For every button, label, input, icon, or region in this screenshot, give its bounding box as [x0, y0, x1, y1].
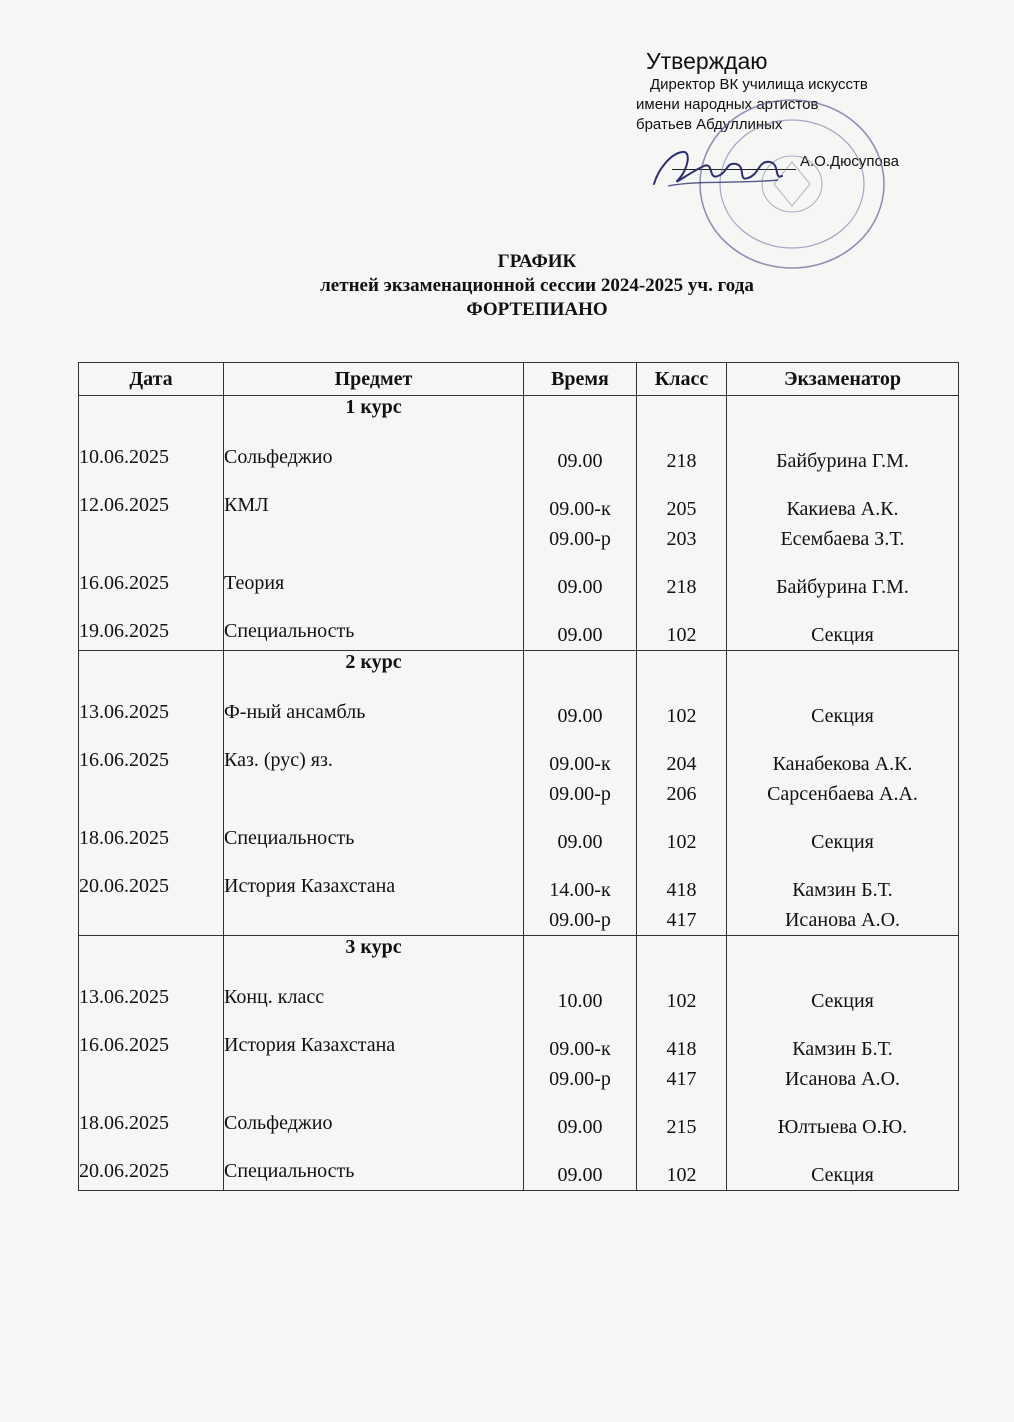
exam-time-cell — [524, 554, 637, 602]
approval-institution-name: братьев Абдуллиных — [636, 116, 783, 133]
exam-examiner-cell — [727, 1094, 959, 1142]
exam-room: 205 — [666, 498, 697, 520]
exam-time: 09.00-к — [549, 498, 611, 520]
exam-room-cell — [637, 964, 727, 1016]
exam-room: 218 — [666, 450, 697, 472]
course-label-date-cell — [79, 651, 224, 680]
column-header-room: Класс — [637, 363, 727, 396]
exam-subject: История Казахстана — [224, 857, 524, 936]
exam-time: 09.00-р — [549, 1068, 611, 1090]
exam-room-cell — [637, 554, 727, 602]
exam-examiner: Секция — [811, 990, 874, 1012]
exam-room-cell — [637, 476, 727, 554]
course-label: 2 курс — [224, 651, 524, 680]
exam-schedule-table — [78, 362, 959, 1191]
exam-examiner-cell — [727, 1016, 959, 1094]
table-row — [79, 679, 959, 731]
exam-examiner: Камзин Б.Т. — [792, 1038, 893, 1060]
exam-room: 102 — [666, 1164, 697, 1186]
exam-room: 102 — [666, 624, 697, 646]
exam-time-cell — [524, 476, 637, 554]
director-name: А.О.Дюсупова — [800, 153, 900, 170]
exam-subject: Специальность — [224, 602, 524, 651]
exam-date: 18.06.2025 — [79, 1094, 224, 1142]
title-department: ФОРТЕПИАНО — [466, 299, 608, 320]
exam-date: 18.06.2025 — [79, 809, 224, 857]
table-row — [79, 476, 959, 554]
exam-examiner-cell — [727, 679, 959, 731]
document-title — [0, 250, 1014, 322]
exam-room: 204 — [666, 753, 697, 775]
course-label: 3 курс — [224, 936, 524, 965]
exam-subject: Ф-ный ансамбль — [224, 679, 524, 731]
table-row — [79, 1016, 959, 1094]
exam-room-cell — [637, 1016, 727, 1094]
exam-date: 16.06.2025 — [79, 731, 224, 809]
exam-room: 203 — [666, 528, 697, 550]
course-label-row — [79, 651, 959, 680]
course-label-empty-cell — [637, 936, 727, 965]
table-row — [79, 1094, 959, 1142]
exam-subject: Специальность — [224, 809, 524, 857]
exam-time-cell — [524, 1016, 637, 1094]
exam-date: 20.06.2025 — [79, 1142, 224, 1191]
course-label-empty-cell — [524, 936, 637, 965]
exam-examiner-cell — [727, 602, 959, 651]
exam-room: 102 — [666, 990, 697, 1012]
exam-time-cell — [524, 857, 637, 936]
exam-examiner: Есембаева З.Т. — [780, 528, 905, 550]
course-label-row — [79, 936, 959, 965]
column-header-subject: Предмет — [224, 363, 524, 396]
exam-examiner-cell — [727, 476, 959, 554]
course-label-empty-cell — [727, 396, 959, 425]
exam-time-cell — [524, 964, 637, 1016]
exam-time: 09.00-р — [549, 528, 611, 550]
exam-examiner: Байбурина Г.М. — [776, 576, 909, 598]
exam-room: 418 — [666, 1038, 697, 1060]
column-header-examiner: Экзаменатор — [727, 363, 959, 396]
table-row — [79, 731, 959, 809]
exam-examiner-cell — [727, 857, 959, 936]
course-label-date-cell — [79, 396, 224, 425]
exam-time: 09.00 — [557, 576, 603, 598]
exam-time: 09.00-р — [549, 783, 611, 805]
exam-time: 09.00 — [557, 624, 603, 646]
exam-time-cell — [524, 602, 637, 651]
exam-room-cell — [637, 1094, 727, 1142]
exam-room: 218 — [666, 576, 697, 598]
exam-subject: КМЛ — [224, 476, 524, 554]
exam-time-cell — [524, 731, 637, 809]
table-row — [79, 1142, 959, 1191]
exam-date: 12.06.2025 — [79, 476, 224, 554]
course-label-date-cell — [79, 936, 224, 965]
exam-time: 09.00 — [557, 1164, 603, 1186]
exam-date: 13.06.2025 — [79, 964, 224, 1016]
column-header-date: Дата — [79, 363, 224, 396]
exam-examiner: Исанова А.О. — [784, 1068, 901, 1090]
course-label-empty-cell — [727, 651, 959, 680]
exam-time: 09.00-к — [549, 1038, 611, 1060]
exam-room: 102 — [666, 831, 697, 853]
exam-room-cell — [637, 602, 727, 651]
course-label-empty-cell — [637, 651, 727, 680]
exam-subject: История Казахстана — [224, 1016, 524, 1094]
director-signature — [648, 140, 788, 196]
exam-room-cell — [637, 424, 727, 476]
course-label: 1 курс — [224, 396, 524, 425]
title-subtitle: летней экзаменационной сессии 2024-2025 уч. года — [320, 275, 754, 296]
exam-time: 09.00 — [557, 705, 603, 727]
exam-subject: Конц. класс — [224, 964, 524, 1016]
exam-examiner: Сарсенбаева А.А. — [767, 783, 918, 805]
exam-time: 09.00-р — [549, 909, 611, 931]
table-row — [79, 857, 959, 936]
exam-time: 09.00 — [557, 450, 603, 472]
exam-date: 16.06.2025 — [79, 1016, 224, 1094]
exam-examiner: Юлтыева О.Ю. — [777, 1116, 908, 1138]
exam-subject: Теория — [224, 554, 524, 602]
exam-examiner-cell — [727, 731, 959, 809]
exam-subject: Специальность — [224, 1142, 524, 1191]
exam-room: 417 — [666, 1068, 697, 1090]
exam-time: 09.00 — [557, 831, 603, 853]
table-row — [79, 964, 959, 1016]
exam-examiner-cell — [727, 1142, 959, 1191]
course-label-empty-cell — [524, 396, 637, 425]
course-label-empty-cell — [524, 651, 637, 680]
exam-examiner: Канабекова А.К. — [772, 753, 913, 775]
exam-examiner: Байбурина Г.М. — [776, 450, 909, 472]
exam-room-cell — [637, 731, 727, 809]
exam-room-cell — [637, 809, 727, 857]
exam-room-cell — [637, 857, 727, 936]
exam-time-cell — [524, 679, 637, 731]
course-label-empty-cell — [637, 396, 727, 425]
column-header-time: Время — [524, 363, 637, 396]
exam-room-cell — [637, 1142, 727, 1191]
exam-date: 10.06.2025 — [79, 424, 224, 476]
exam-date: 19.06.2025 — [79, 602, 224, 651]
table-row — [79, 424, 959, 476]
table-body — [79, 396, 959, 1191]
approval-heading: Утверждаю — [646, 48, 768, 74]
exam-examiner-cell — [727, 964, 959, 1016]
table-row — [79, 554, 959, 602]
exam-time: 09.00-к — [549, 753, 611, 775]
exam-time-cell — [524, 1142, 637, 1191]
exam-time: 14.00-к — [549, 879, 611, 901]
exam-room-cell — [637, 679, 727, 731]
course-label-row — [79, 396, 959, 425]
exam-examiner: Секция — [811, 705, 874, 727]
exam-room: 417 — [666, 909, 697, 931]
exam-time: 09.00 — [557, 1116, 603, 1138]
exam-examiner: Камзин Б.Т. — [792, 879, 893, 901]
table-row — [79, 602, 959, 651]
exam-subject: Сольфеджио — [224, 424, 524, 476]
exam-room: 102 — [666, 705, 697, 727]
exam-examiner-cell — [727, 424, 959, 476]
title-heading: ГРАФИК — [497, 251, 577, 272]
exam-room: 206 — [666, 783, 697, 805]
exam-examiner-cell — [727, 809, 959, 857]
approval-position: Директор ВК училища искусств — [650, 76, 868, 93]
table-row — [79, 809, 959, 857]
approval-institution: имени народных артистов — [636, 96, 819, 113]
exam-examiner: Секция — [811, 1164, 874, 1186]
exam-time-cell — [524, 1094, 637, 1142]
exam-examiner: Секция — [811, 831, 874, 853]
exam-examiner: Какиева А.К. — [786, 498, 899, 520]
exam-examiner: Секция — [811, 624, 874, 646]
exam-room: 418 — [666, 879, 697, 901]
exam-date: 13.06.2025 — [79, 679, 224, 731]
exam-examiner: Исанова А.О. — [784, 909, 901, 931]
exam-examiner-cell — [727, 554, 959, 602]
exam-date: 20.06.2025 — [79, 857, 224, 936]
exam-room: 215 — [666, 1116, 697, 1138]
exam-time-cell — [524, 424, 637, 476]
exam-subject: Каз. (рус) яз. — [224, 731, 524, 809]
course-label-empty-cell — [727, 936, 959, 965]
exam-time-cell — [524, 809, 637, 857]
table-header-row — [79, 363, 959, 396]
exam-date: 16.06.2025 — [79, 554, 224, 602]
exam-time: 10.00 — [557, 990, 603, 1012]
exam-subject: Сольфеджио — [224, 1094, 524, 1142]
